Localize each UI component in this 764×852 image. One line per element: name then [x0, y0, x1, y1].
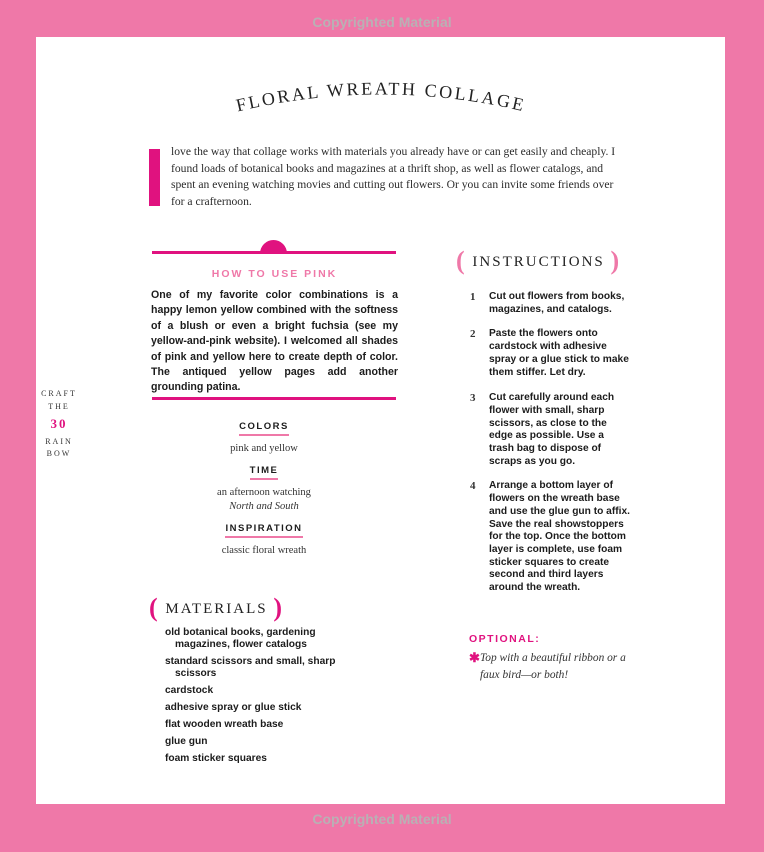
- instructions-list: [470, 291, 630, 605]
- side-tab-craft: CRAFT: [41, 389, 77, 398]
- materials-list: [165, 627, 345, 770]
- materials-heading: [149, 593, 284, 623]
- copyright-top: Copyrighted Material: [312, 14, 452, 30]
- list-item: adhesive spray or glue stick: [165, 702, 302, 713]
- list-item: cardstock: [165, 685, 214, 696]
- step-number: 1: [470, 291, 476, 303]
- instruction-step: [470, 392, 630, 468]
- pink-section-bottom-rule: [152, 397, 396, 400]
- step-text: Paste the flowers onto cardstock with adhesive spray or a glue stick to make them stiffer. Let dry.: [489, 328, 629, 378]
- list-item: glue gun: [165, 736, 208, 747]
- instructions-paren-close: ): [610, 246, 622, 275]
- side-tab-the: THE: [48, 402, 70, 411]
- copyright-bottom: Copyrighted Material: [312, 811, 452, 827]
- list-item: old botanical books, gardening magazines, flower catalogs: [165, 627, 316, 650]
- step-number: 3: [470, 392, 476, 405]
- inspiration-value: classic floral wreath: [221, 545, 307, 556]
- page-title: [206, 62, 566, 122]
- step-text: Arrange a bottom layer of flowers on the wreath base and use the glue gun to affix. Save the real showstoppers for the top. Once the bottom layer is complete, use foam sticker squares to create second and third layers around the wreath.: [489, 480, 630, 594]
- optional-heading: OPTIONAL:: [469, 633, 541, 645]
- inspiration-label: INSPIRATION: [214, 523, 314, 538]
- instruction-step: [470, 291, 630, 316]
- instructions-title: INSTRUCTIONS: [472, 254, 605, 270]
- title-text: FLORAL WREATH COLLAGE: [234, 78, 528, 116]
- side-tab-rain: RAIN: [45, 437, 73, 446]
- asterisk-icon: ✱: [469, 650, 480, 665]
- list-item: standard scissors and small, sharp scissors: [165, 656, 336, 679]
- optional-text: Top with a beautiful ribbon or a faux bird—or both!: [480, 652, 626, 681]
- time-value-line1: an afternoon watching: [217, 487, 311, 498]
- step-number: 4: [470, 480, 476, 493]
- page: [36, 37, 725, 804]
- materials-paren-close: ): [273, 593, 285, 622]
- step-text: Cut out flowers from books, magazines, and catalogs.: [489, 291, 625, 315]
- instructions-heading: [456, 246, 621, 276]
- how-to-use-pink-heading: HOW TO USE PINK: [211, 268, 338, 280]
- half-circle-ornament: [260, 240, 287, 254]
- materials-paren-open: (: [149, 593, 160, 622]
- step-number: 2: [470, 328, 476, 341]
- side-tab-number: 30: [50, 416, 68, 431]
- colors-value: pink and yellow: [230, 443, 298, 454]
- svg-text:FLORAL WREATH COLLAGE: [234, 78, 528, 115]
- drop-cap-bar: [149, 149, 160, 206]
- colors-label: COLORS: [214, 421, 314, 436]
- instruction-step: [470, 480, 630, 594]
- time-label: TIME: [214, 465, 314, 480]
- time-value-line2: North and South: [229, 501, 299, 512]
- list-item: foam sticker squares: [165, 753, 267, 764]
- instruction-step: [470, 328, 630, 379]
- instructions-paren-open: (: [456, 246, 467, 275]
- side-tab-bow: BOW: [46, 449, 72, 458]
- materials-title: MATERIALS: [165, 601, 268, 617]
- how-to-use-pink-body: One of my favorite color combinations is a happy lemon yellow combined with the softness of a blush or even a bright fuchsia (see my yellow-and-pink website). I welcomed all shades of pink and yellow here to create depth of color. The antiqued yellow pages add another grounding patina.: [151, 289, 398, 394]
- step-text: Cut carefully around each flower with small, sharp scissors, as close to the edge as possible. Use a trash bag to dispose of scraps as you go.: [489, 392, 615, 467]
- intro-paragraph: love the way that collage works with materials you already have or can get easily and cheaply. I found loads of botanical books and magazines at a thrift shop, as well as flower catalogs, and spent an evening watching movies and cutting out flowers. Or you can invite some friends over for a crafternoon.: [171, 145, 616, 208]
- list-item: flat wooden wreath base: [165, 719, 284, 730]
